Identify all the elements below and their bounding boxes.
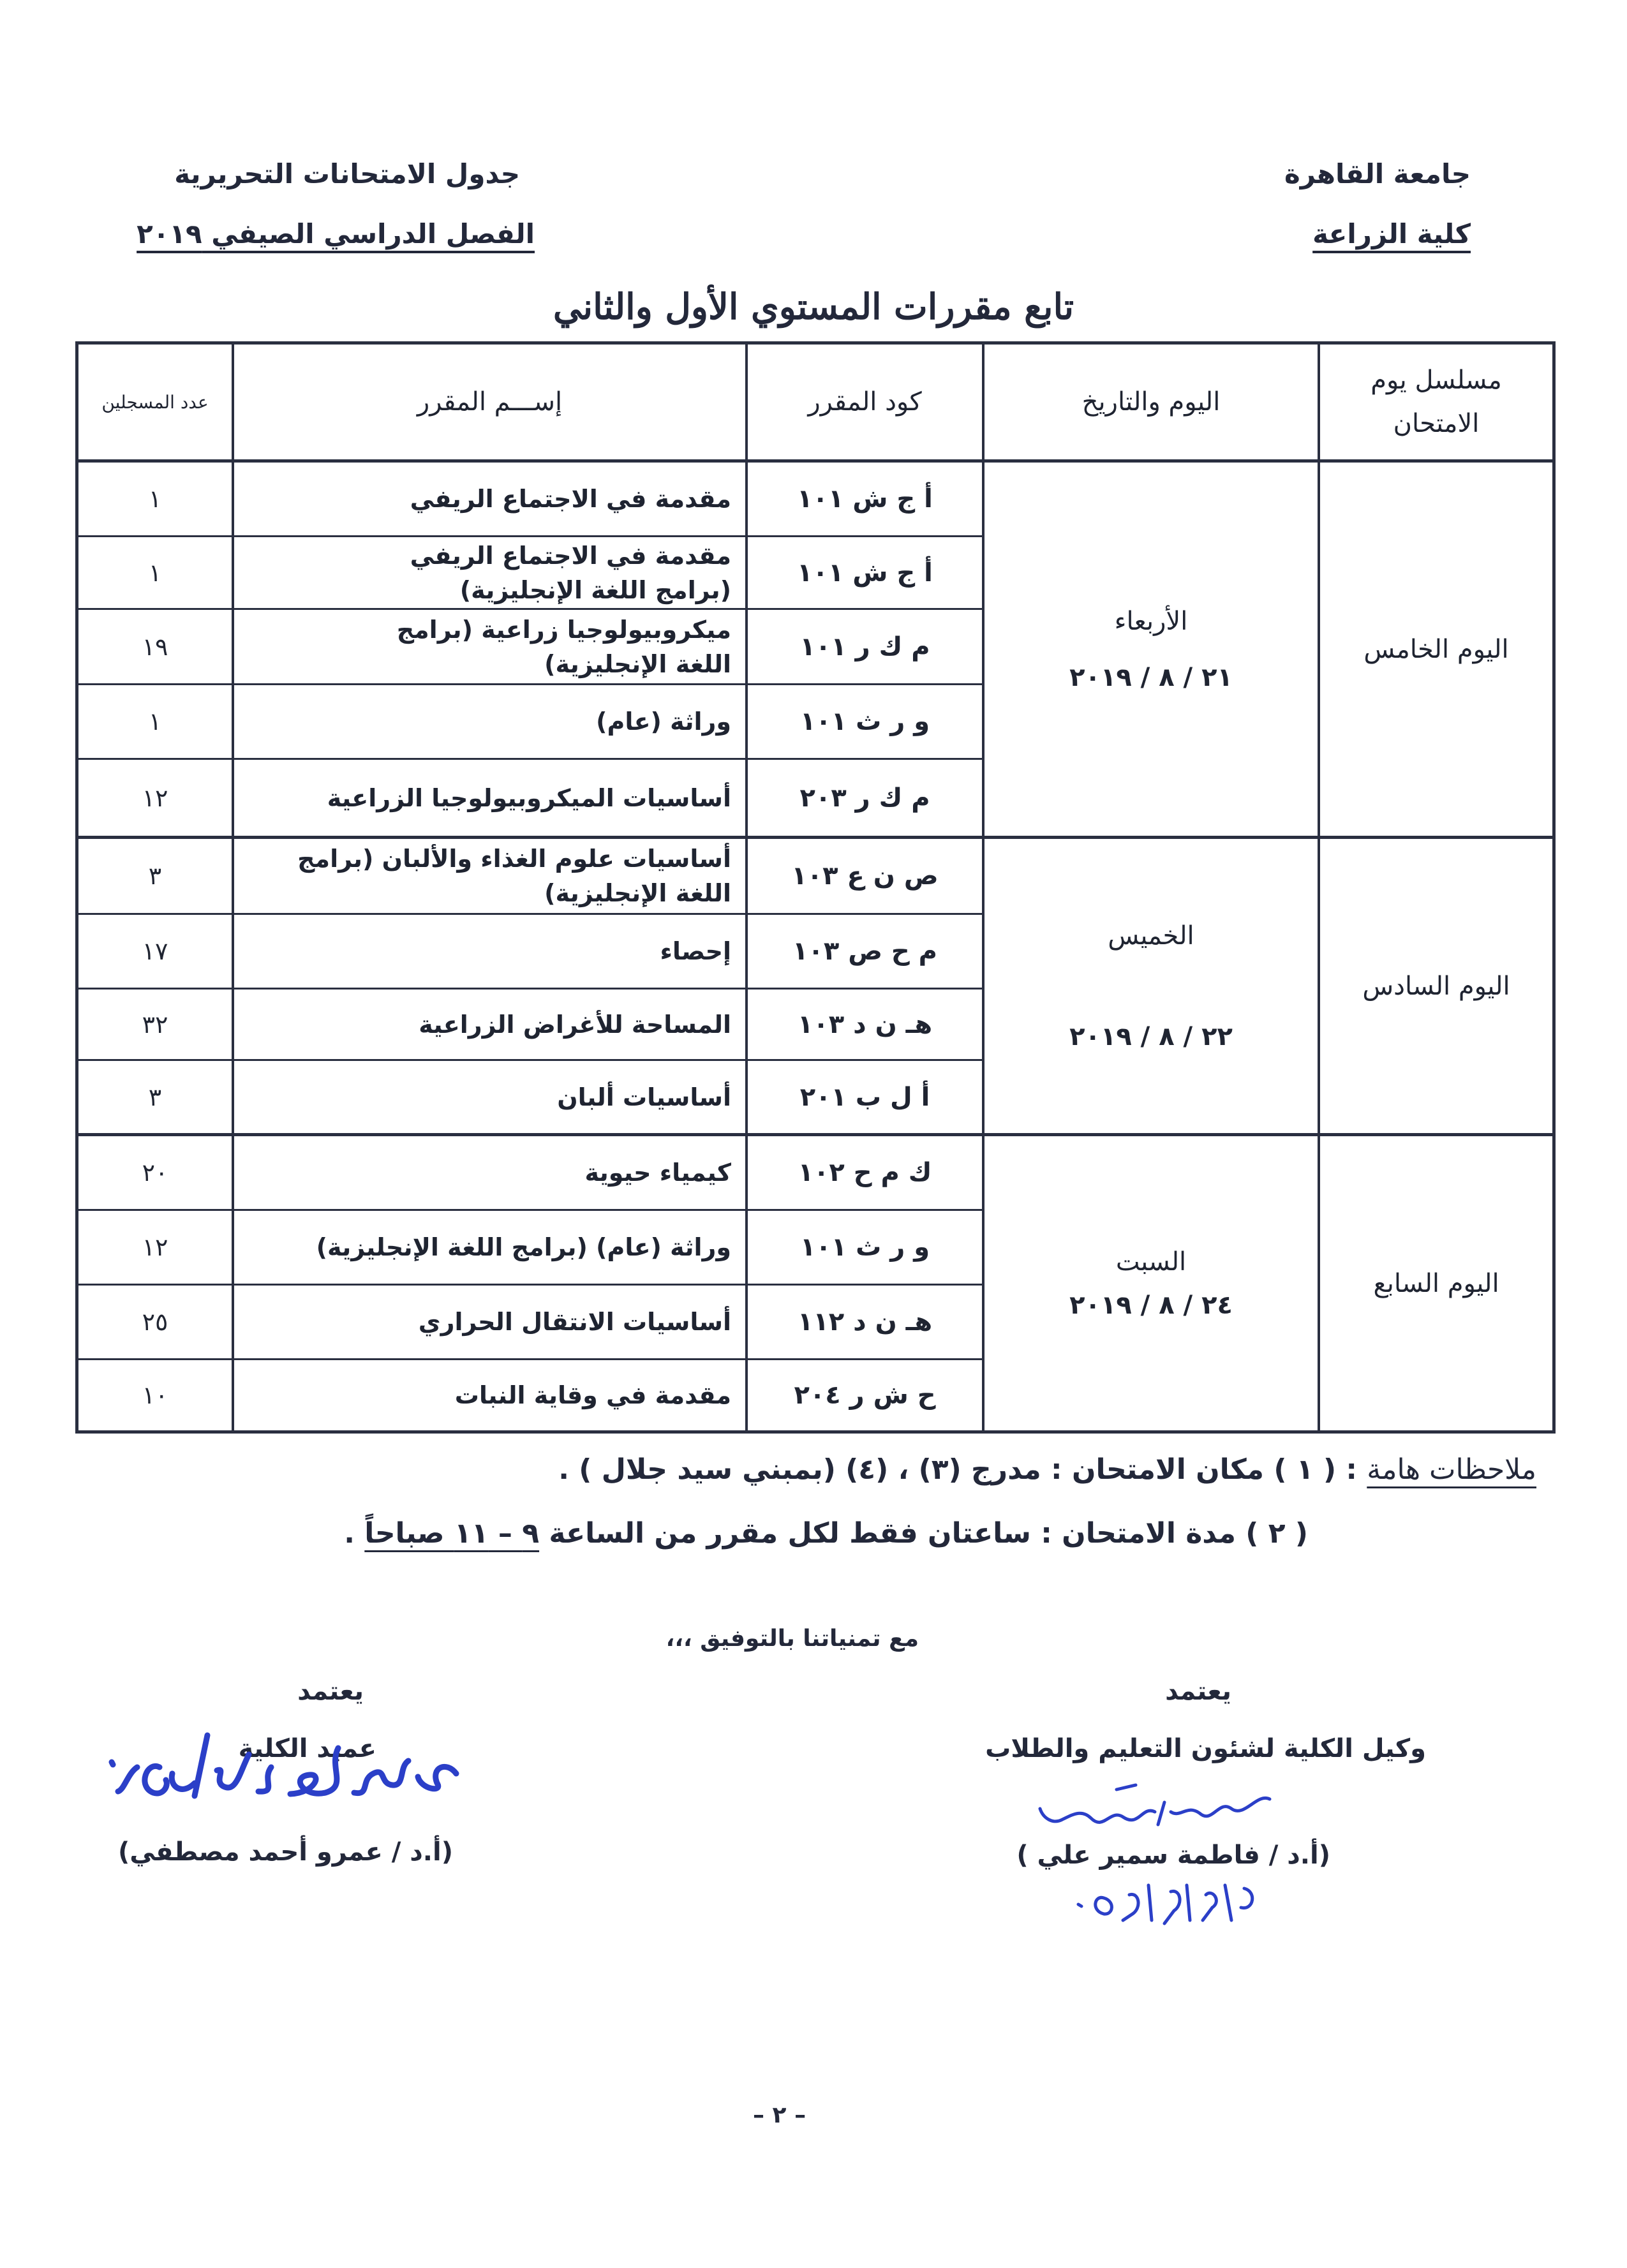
exam-day-date — [984, 1136, 1318, 1430]
enrolled-count: ١٧ — [142, 937, 168, 965]
enrolled-count: ٣ — [148, 1083, 162, 1111]
semester-title: الفصل الدراسي الصيفي ٢٠١٩ — [137, 218, 535, 249]
enrolled-count: ١ — [148, 708, 162, 736]
course-code: ح ش ر ٢٠٤ — [794, 1381, 936, 1410]
faculty-name: كلية الزراعة — [1312, 218, 1471, 249]
header-date: اليوم والتاريخ — [1081, 387, 1221, 417]
enrolled-count: ١٩ — [142, 632, 168, 661]
exam-day-serial: اليوم السابع — [1373, 1268, 1499, 1298]
header-serial: مسلسل يوم الامتحان — [1371, 366, 1502, 438]
course-name: أساسيات علوم الغذاء والألبان (برامج اللغة الإنجليزية) — [297, 845, 731, 907]
vice-dean-signature — [1027, 1774, 1282, 1844]
enrolled-count: ١٢ — [142, 1233, 168, 1261]
enrolled-count: ١ — [148, 558, 162, 587]
date: ٢١ / ٨ / ٢٠١٩ — [1069, 662, 1233, 692]
enrolled-count: ٣ — [148, 862, 162, 890]
course-name: مقدمة في الاجتماع الريفي — [410, 485, 731, 513]
header-name: إســـم المقرر — [417, 387, 563, 417]
course-name: مقدمة في وقاية النبات — [454, 1381, 731, 1409]
enrolled-count: ٣٢ — [142, 1010, 168, 1039]
course-name: المساحة للأغراض الزراعية — [419, 1010, 731, 1039]
course-name: وراثة (عام) (برامج اللغة الإنجليزية) — [316, 1233, 731, 1261]
exam-day-serial: اليوم السادس — [1362, 971, 1510, 1001]
enrolled-count: ١٠ — [142, 1381, 168, 1409]
course-name: إحصاء — [660, 937, 731, 965]
course-code: و ر ث ١٠١ — [799, 707, 930, 736]
dean-role: عميد الكلية — [238, 1734, 376, 1763]
page-number: – ٢ – — [753, 2102, 806, 2128]
notes-line-1 — [558, 1453, 1536, 1486]
dean-signature — [99, 1723, 475, 1825]
date: ٢٤ / ٨ / ٢٠١٩ — [1069, 1290, 1233, 1320]
course-code: ك م ح ١٠٢ — [798, 1158, 932, 1187]
approve-label-right: يعتمد — [1165, 1677, 1231, 1706]
course-name: أساسيات ألبان — [557, 1083, 731, 1111]
enrolled-count: ٢٥ — [142, 1308, 168, 1336]
weekday: السبت — [1115, 1247, 1187, 1277]
course-code: ص ن ع ١٠٣ — [791, 861, 939, 891]
exam-schedule-table — [75, 341, 1556, 1434]
exam-day-date — [984, 839, 1318, 1133]
weekday: الخميس — [1108, 921, 1194, 951]
vice-dean-role: وكيل الكلية لشئون التعليم والطلاب — [985, 1734, 1426, 1763]
course-name: أساسيات الميكروبيولوجيا الزراعية — [327, 783, 731, 812]
exam-day-date — [984, 463, 1318, 836]
closing-text: مع تمنياتنا بالتوفيق ،،، — [665, 1626, 919, 1652]
course-name: وراثة (عام) — [596, 708, 731, 736]
dean-name: (أ.د / عمرو أحمد مصطفي) — [117, 1837, 453, 1867]
note-2: ( ٢ ) مدة الامتحان : ساعتان فقط لكل مقرر من الساعة — [539, 1517, 1308, 1550]
course-name: كيمياء حيوية — [584, 1159, 731, 1187]
course-name: أساسيات الانتقال الحراري — [418, 1308, 731, 1336]
note-2-end: . — [344, 1517, 365, 1550]
course-code: هـ ن د ١٠٣ — [797, 1009, 933, 1039]
course-code: م ح ص ١٠٣ — [792, 937, 937, 966]
header-code: كود المقرر — [808, 387, 922, 417]
schedule-title: جدول الامتحانات التحريرية — [174, 158, 520, 189]
weekday: الأربعاء — [1114, 606, 1188, 636]
handwritten-date — [1034, 1876, 1263, 1933]
date: ٢٢ / ٨ / ٢٠١٩ — [1069, 1021, 1233, 1051]
page-title: تابع مقررات المستوي الأول والثاني — [553, 286, 1074, 328]
course-code: م ك ر ١٠١ — [799, 632, 930, 662]
course-code: أ ل ب ٢٠١ — [799, 1082, 930, 1112]
approve-label-left: يعتمد — [297, 1677, 364, 1706]
notes-line-2 — [344, 1517, 1308, 1550]
course-name: مقدمة في الاجتماع الريفي (برامج اللغة الإنجليزية) — [410, 541, 731, 604]
notes-label: ملاحظات هامة — [1367, 1453, 1536, 1486]
note-2-time: ٩ – ١١ صباحاً — [364, 1517, 540, 1550]
note-1: : ( ١ ) مكان الامتحان : مدرج (٣) ، (٤) (بمبني سيد جلال ) . — [558, 1453, 1357, 1486]
course-code: أ ج ش ١٠١ — [797, 558, 933, 588]
course-code: هـ ن د ١١٢ — [797, 1307, 933, 1337]
course-code: أ ج ش ١٠١ — [797, 484, 933, 514]
university-name: جامعة القاهرة — [1284, 158, 1471, 189]
header-count: عدد المسجلين — [101, 391, 209, 413]
enrolled-count: ١٢ — [142, 783, 168, 812]
exam-day-serial: اليوم الخامس — [1363, 634, 1509, 664]
course-code: و ر ث ١٠١ — [799, 1233, 930, 1262]
enrolled-count: ١ — [148, 485, 162, 513]
course-name: ميكروبيولوجيا زراعية (برامج اللغة الإنجليزية) — [396, 615, 731, 678]
course-code: م ك ر ٢٠٣ — [799, 783, 930, 813]
enrolled-count: ٢٠ — [142, 1159, 168, 1187]
vice-dean-name: (أ.د / فاطمة سمير علي ) — [1016, 1841, 1330, 1870]
